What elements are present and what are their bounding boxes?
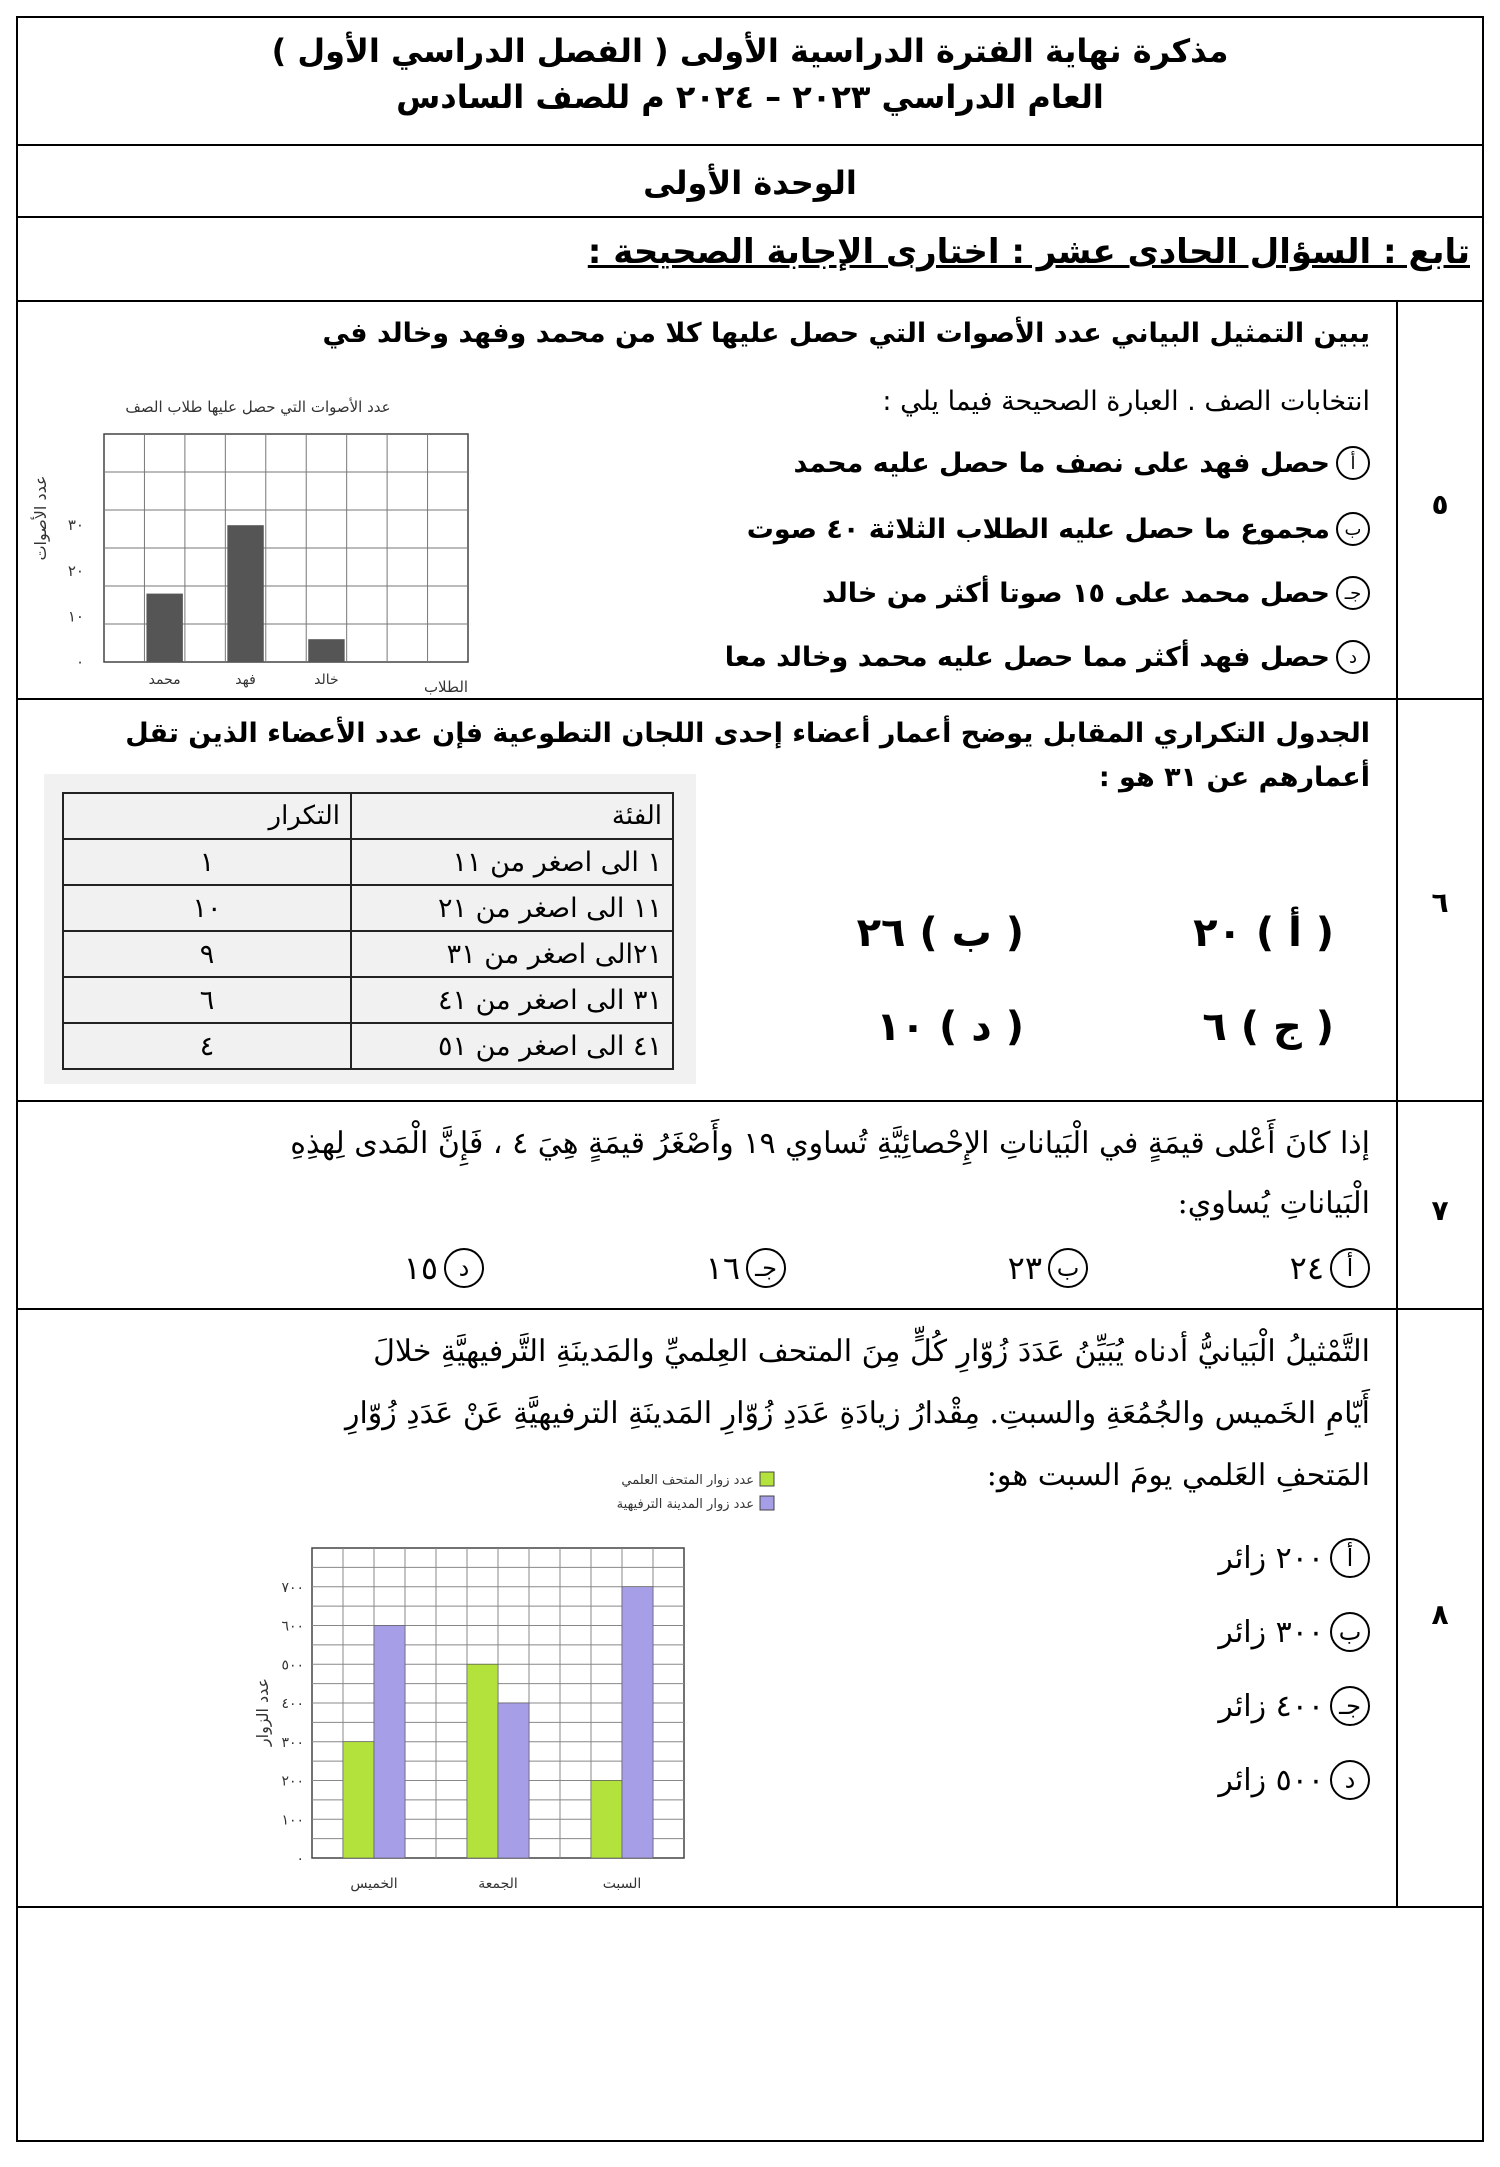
bar: [622, 1587, 653, 1858]
y-tick-label: ٦٠٠: [281, 1618, 304, 1635]
divider: [18, 1906, 1482, 1908]
frequency-table: [62, 792, 674, 1070]
option-letter: جـ: [1330, 1686, 1370, 1726]
option-text: ٣٠٠ زائر: [1218, 1614, 1324, 1650]
question-number: ٦: [1431, 886, 1449, 919]
q8-stem-line2: أَيّامِ الخَميس والجُمُعَةِ والسبتِ. مِقْدارُ زيادَةِ عَدَدِ زُوّارِ المَدينَةِ الترفيهيَّةِ عَنْ عَدَدِ زُوّارِ: [344, 1396, 1370, 1431]
q8-stem-line1: التَّمْثيلُ الْبَيانيُّ أدناه يُبَيِّنُ عَدَدَ زُوّارِ كُلٍّ مِنَ المتحف العِلميِّ والمَدينَةِ التَّرفيهيَّةِ خلالَ: [373, 1334, 1370, 1369]
q8-option-d[interactable]: [1218, 1760, 1370, 1800]
option-letter: د: [1336, 640, 1370, 674]
frequency-table-image: [44, 774, 696, 1084]
table-row: [63, 977, 673, 1023]
q5-option-c[interactable]: [822, 576, 1370, 610]
votes-chart: [18, 390, 488, 710]
table-cell: ٩: [63, 931, 351, 977]
divider: [18, 144, 1482, 146]
column-header: الفئة: [351, 793, 673, 839]
x-tick-label: محمد: [148, 672, 181, 688]
option-letter: ب: [1048, 1248, 1088, 1288]
q6-option-a[interactable]: ( أ ) ٢٠: [1193, 910, 1334, 956]
y-tick-label: ١٠٠: [281, 1812, 304, 1829]
number-column-divider: [1396, 300, 1398, 1908]
q8-option-b[interactable]: [1218, 1612, 1370, 1652]
option-letter: أ: [1336, 446, 1370, 480]
y-tick-label: ٣٠٠: [281, 1734, 304, 1751]
option-text: حصل فهد على نصف ما حصل عليه محمد: [793, 447, 1330, 479]
page-subtitle: العام الدراسي ٢٠٢٣ – ٢٠٢٤ م للصف السادس: [396, 78, 1104, 116]
q6-stem-line1: الجدول التكراري المقابل يوضح أعمار أعضاء إحدى اللجان التطوعية فإن عدد الأعضاء الذين تقل: [125, 718, 1370, 749]
divider: [18, 1308, 1482, 1310]
q5-option-d[interactable]: [725, 640, 1370, 674]
divider: [18, 1100, 1482, 1102]
option-letter: ب: [1330, 1612, 1370, 1652]
option-text: ١٥: [403, 1249, 438, 1287]
q5-option-b[interactable]: [747, 512, 1370, 546]
option-letter: جـ: [1336, 576, 1370, 610]
option-letter: د: [444, 1248, 484, 1288]
option-text: ٢٠٠ زائر: [1218, 1540, 1324, 1576]
x-axis-label: الطلاب: [423, 678, 469, 696]
q8-option-c[interactable]: [1218, 1686, 1370, 1726]
y-tick-label: ٣٠: [67, 516, 84, 535]
table-row: [63, 885, 673, 931]
option-text: ٥٠٠ زائر: [1218, 1762, 1324, 1798]
option-letter: جـ: [746, 1248, 786, 1288]
table-cell: ١: [63, 839, 351, 885]
table-cell: ٦: [63, 977, 351, 1023]
q5-stem-line1: يبين التمثيل البياني عدد الأصوات التي حصل عليها كلا من محمد وفهد وخالد في: [322, 318, 1370, 349]
option-text: ٢٣: [1007, 1249, 1042, 1287]
table-cell: ١١ الى اصغر من ٢١: [351, 885, 673, 931]
x-tick-label: خالد: [314, 672, 339, 688]
table-cell: ٣١ الى اصغر من ٤١: [351, 977, 673, 1023]
x-tick-label: الجمعة: [478, 1876, 518, 1892]
table-row: [63, 839, 673, 885]
option-letter: ب: [1336, 512, 1370, 546]
question-heading: تابع : السؤال الحادى عشر : اختارى الإجابة الصحيحة :: [587, 232, 1470, 272]
y-tick-label: ١٠: [67, 607, 84, 626]
y-tick-label: ٧٠٠: [281, 1579, 304, 1596]
question-number: ٨: [1431, 1598, 1449, 1631]
option-letter: د: [1330, 1760, 1370, 1800]
divider: [18, 698, 1482, 700]
y-tick-label: ٥٠٠: [281, 1657, 304, 1674]
bar: [146, 594, 182, 662]
y-axis-label: عدد الزوار: [253, 1677, 272, 1747]
option-text: ٤٠٠ زائر: [1218, 1688, 1324, 1724]
option-letter: أ: [1330, 1248, 1370, 1288]
y-tick-label: ٠: [296, 1851, 304, 1867]
bar: [227, 525, 263, 662]
q6-option-b[interactable]: ( ب ) ٢٦: [856, 910, 1024, 956]
unit-title: الوحدة الأولى: [643, 164, 857, 202]
table-cell: ١٠: [63, 885, 351, 931]
y-tick-label: ٤٠٠: [281, 1696, 304, 1712]
y-tick-label: ٢٠٠: [281, 1773, 304, 1790]
table-cell: ٤١ الى اصغر من ٥١: [351, 1023, 673, 1069]
question-number: ٧: [1431, 1194, 1449, 1227]
legend-label: عدد زوار المدينة الترفيهية: [616, 1497, 754, 1512]
bar: [591, 1781, 622, 1859]
bar: [343, 1742, 374, 1858]
visitors-chart: [208, 1462, 788, 1902]
q5-option-a[interactable]: [794, 446, 1371, 480]
q7-option-b[interactable]: [1008, 1248, 1088, 1288]
q5-stem-line2: انتخابات الصف . العبارة الصحيحة فيما يلي :: [882, 386, 1370, 417]
table-row: [63, 1023, 673, 1069]
table-header-row: [63, 793, 673, 839]
bar: [467, 1664, 498, 1858]
q7-stem-line2: الْبَياناتِ يُساوي:: [1177, 1186, 1370, 1221]
q7-option-d[interactable]: [404, 1248, 484, 1288]
page-title: مذكرة نهاية الفترة الدراسية الأولى ( الفصل الدراسي الأول ): [271, 32, 1229, 70]
x-tick-label: فهد: [235, 672, 256, 688]
q8-stem-line3: المَتحفِ العَلمي يومَ السبت هو:: [986, 1458, 1370, 1493]
x-tick-label: الخميس: [350, 1876, 398, 1892]
legend-label: عدد زوار المتحف العلمي: [621, 1473, 754, 1488]
divider: [18, 300, 1482, 302]
column-header: التكرار: [63, 793, 351, 839]
table-cell: ٤: [63, 1023, 351, 1069]
option-text: حصل فهد أكثر مما حصل عليه محمد وخالد معا: [724, 641, 1330, 673]
option-text: ٢٤: [1289, 1249, 1324, 1287]
y-axis-label: عدد الأصوات: [31, 475, 50, 561]
bar: [498, 1703, 529, 1858]
option-text: ١٦: [705, 1249, 740, 1287]
bar: [308, 639, 344, 662]
table-cell: ١ الى اصغر من ١١: [351, 839, 673, 885]
question-number: ٥: [1431, 488, 1449, 521]
y-tick-label: ٢٠: [67, 561, 84, 580]
table-cell: ٢١الى اصغر من ٣١: [351, 931, 673, 977]
legend-swatch: [760, 1472, 774, 1486]
q8-option-a[interactable]: [1218, 1538, 1370, 1578]
chart-title: عدد الأصوات التي حصل عليها طلاب الصف: [125, 398, 391, 416]
x-tick-label: السبت: [602, 1876, 642, 1892]
option-text: مجموع ما حصل عليه الطلاب الثلاثة ٤٠ صوت: [746, 513, 1330, 545]
q7-option-a[interactable]: [1290, 1248, 1370, 1288]
table-row: [63, 931, 673, 977]
y-tick-label: ٠: [75, 653, 84, 671]
exam-page: [16, 16, 1484, 2142]
option-text: حصل محمد على ١٥ صوتا أكثر من خالد: [821, 577, 1330, 609]
q6-option-c[interactable]: ( ج ) ٦: [1202, 1004, 1334, 1050]
divider: [18, 216, 1482, 218]
q6-option-d[interactable]: ( د ) ١٠: [876, 1004, 1024, 1050]
q6-stem-line2: أعمارهم عن ٣١ هو :: [1098, 762, 1370, 793]
legend-swatch: [760, 1496, 774, 1510]
option-letter: أ: [1330, 1538, 1370, 1578]
q7-option-c[interactable]: [706, 1248, 786, 1288]
bar: [374, 1626, 405, 1859]
q7-stem-line1: إذا كانَ أَعْلى قيمَةٍ في الْبَياناتِ الإِحْصائِيَّةِ تُساوي ١٩ وأَصْغَرُ قيمَةٍ هِيَ ٤ ، فَإِنَّ الْمَدى لِهذِهِ: [290, 1126, 1370, 1161]
